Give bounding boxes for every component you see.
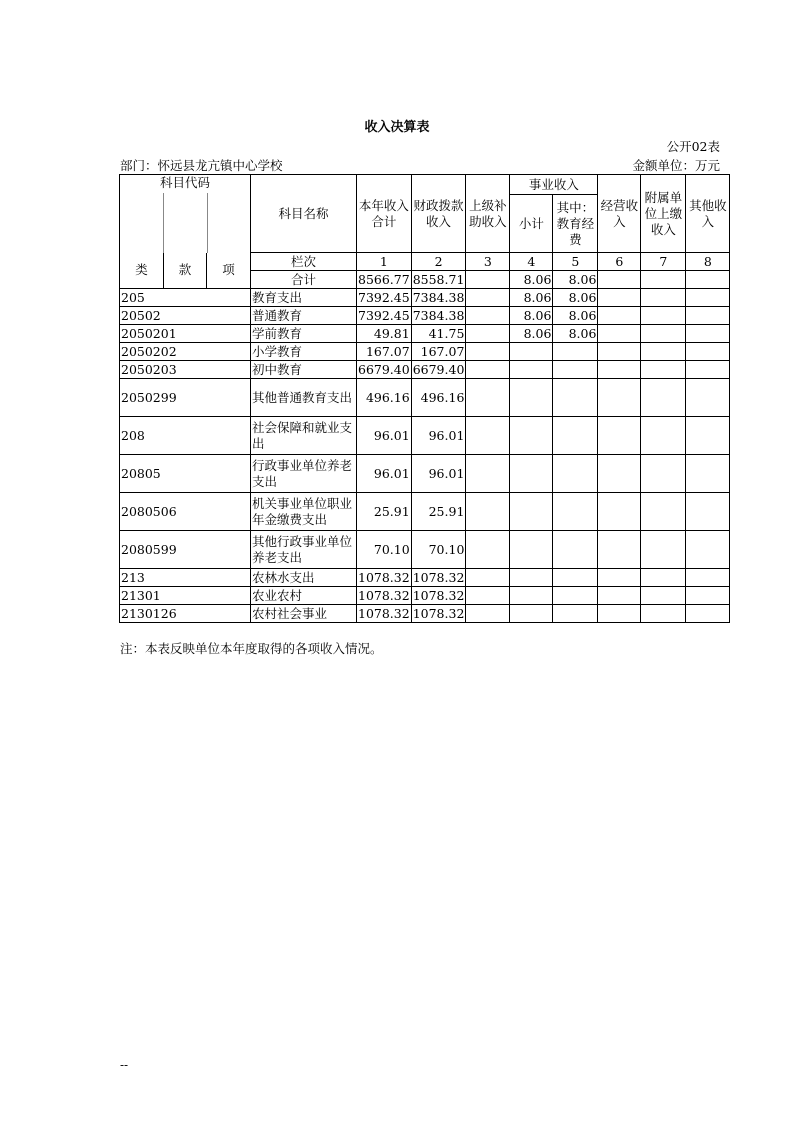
cell (510, 379, 553, 417)
cell: 96.01 (357, 417, 412, 455)
col-number: 3 (466, 253, 510, 271)
cell (553, 455, 598, 493)
cell: 8.06 (510, 289, 553, 307)
table-row (120, 289, 730, 307)
table-row (120, 493, 730, 531)
cell: 7384.38 (412, 307, 465, 323)
cell (553, 493, 598, 531)
cell (641, 417, 686, 455)
cell: 1078.32 (358, 587, 410, 603)
col3-header: 上级补助收入 (466, 175, 510, 253)
table-row (120, 455, 730, 493)
subject-code: 20805 (120, 455, 251, 493)
subject-name: 社会保障和就业支出 (251, 417, 357, 455)
cell (641, 307, 686, 325)
lanci-label: 栏次 (251, 253, 357, 271)
subject-code: 208 (120, 417, 251, 455)
cell (641, 531, 686, 569)
kuan-header: 款 (164, 253, 207, 289)
subject-code: 2130126 (120, 605, 251, 623)
col6-header: 经营收入 (598, 175, 641, 253)
name-header: 科目名称 (251, 175, 357, 253)
cell (598, 493, 641, 531)
table-row (120, 307, 730, 325)
cell (466, 379, 510, 417)
cell (553, 531, 598, 569)
cell (598, 531, 641, 569)
col5-header: 其中：教育经费 (553, 195, 598, 253)
cell (641, 605, 686, 623)
cell: 8.06 (510, 271, 553, 289)
subject-name: 普通教育 (251, 307, 357, 325)
cell (466, 493, 510, 531)
cell (466, 569, 510, 587)
career-group-header: 事业收入 (510, 175, 598, 195)
cell (686, 569, 730, 587)
cell: 41.75 (411, 325, 466, 343)
income-table (119, 174, 730, 623)
cell (510, 361, 553, 379)
cell (466, 343, 510, 361)
col7-header: 附属单位上缴收入 (641, 175, 686, 253)
cell (466, 455, 510, 493)
cell: 8566.77 (358, 271, 410, 287)
table-row (120, 417, 730, 455)
total-label: 合计 (251, 271, 357, 289)
cell (466, 289, 510, 307)
cell (686, 361, 730, 379)
col2-header: 财政拨款收入 (411, 175, 466, 253)
subject-code: 2050201 (120, 325, 251, 343)
cell (510, 605, 553, 623)
cell (686, 379, 730, 417)
table-row (120, 379, 730, 417)
cell: 25.91 (357, 493, 412, 531)
col-number: 5 (553, 253, 598, 271)
subject-code: 2080506 (120, 493, 251, 531)
code-group-header (120, 175, 251, 253)
cell: 167.07 (357, 343, 412, 361)
cell: 1078.32 (412, 587, 465, 603)
cell (466, 271, 510, 289)
subject-name: 学前教育 (251, 325, 357, 343)
cell (641, 379, 686, 417)
subject-code: 2050203 (120, 361, 251, 379)
subject-name: 其他行政事业单位养老支出 (251, 531, 357, 569)
cell (553, 361, 598, 379)
subject-name: 机关事业单位职业年金缴费支出 (251, 493, 357, 531)
cell (598, 361, 641, 379)
cell (553, 569, 598, 587)
cell (641, 569, 686, 587)
table-row (120, 531, 730, 569)
cell (686, 271, 730, 289)
col-number: 8 (686, 253, 730, 271)
department-label: 部门：怀远县龙亢镇中心学校 (120, 158, 283, 173)
cell (598, 587, 641, 605)
cell (686, 325, 730, 343)
cell: 25.91 (411, 493, 466, 531)
subject-name: 初中教育 (251, 361, 357, 379)
cell: 7392.45 (358, 307, 410, 323)
table-row (120, 605, 730, 623)
cell: 8558.71 (412, 271, 465, 287)
cell (553, 343, 598, 361)
cell (466, 531, 510, 569)
cell (598, 289, 641, 307)
cell (553, 605, 598, 623)
cell (553, 587, 598, 605)
subject-name: 农林水支出 (251, 569, 357, 587)
col-number: 4 (510, 253, 553, 271)
cell (466, 417, 510, 455)
page-title: 收入决算表 (364, 120, 430, 135)
subject-name: 农业农村 (251, 587, 357, 605)
table-note: 注：本表反映单位本年度取得的各项收入情况。 (120, 641, 383, 656)
cell: 8.06 (510, 307, 553, 325)
col-number: 7 (641, 253, 686, 271)
col-number: 2 (411, 253, 466, 271)
cell (598, 325, 641, 343)
cell (598, 379, 641, 417)
col-number: 1 (357, 253, 412, 271)
cell (510, 531, 553, 569)
subject-code: 2080599 (120, 531, 251, 569)
subject-name: 其他普通教育支出 (251, 379, 357, 417)
cell (686, 493, 730, 531)
cell (598, 455, 641, 493)
cell (466, 307, 510, 325)
cell (686, 605, 730, 623)
cell (466, 605, 510, 623)
divider (207, 193, 208, 253)
cell (510, 343, 553, 361)
cell: 6679.40 (412, 361, 465, 377)
cell: 8.06 (553, 325, 598, 343)
table-row (120, 587, 730, 605)
cell (641, 587, 686, 605)
cell: 96.01 (411, 417, 466, 455)
col1-header: 本年收入合计 (357, 175, 412, 253)
cell: 70.10 (411, 531, 466, 569)
cell: 1078.32 (358, 605, 410, 621)
subject-name: 小学教育 (251, 343, 357, 361)
cell (598, 605, 641, 623)
subject-code: 2050202 (120, 343, 251, 361)
cell: 1078.32 (412, 605, 465, 621)
cell (598, 569, 641, 587)
subject-name: 教育支出 (251, 289, 357, 307)
col8-header: 其他收入 (686, 175, 730, 253)
cell (510, 569, 553, 587)
cell: 1078.32 (412, 569, 465, 585)
cell (466, 361, 510, 379)
cell: 1078.32 (358, 569, 410, 585)
cell (598, 271, 641, 289)
col-number: 6 (598, 253, 641, 271)
cell (466, 587, 510, 605)
cell (641, 455, 686, 493)
cell (598, 343, 641, 361)
subject-code: 205 (120, 289, 251, 307)
table-row (120, 569, 730, 587)
cell (686, 455, 730, 493)
table-row (120, 343, 730, 361)
cell: 496.16 (411, 379, 466, 417)
cell: 8.06 (553, 271, 598, 289)
subject-code: 20502 (120, 307, 251, 325)
cell (510, 493, 553, 531)
code-group-label: 科目代码 (159, 175, 210, 190)
cell (641, 271, 686, 289)
cell (641, 289, 686, 307)
cell: 6679.40 (358, 361, 410, 377)
cell: 167.07 (411, 343, 466, 361)
cell (553, 379, 598, 417)
cell (641, 325, 686, 343)
subject-code: 21301 (120, 587, 251, 605)
cell: 8.06 (553, 289, 598, 307)
subject-code: 213 (120, 569, 251, 587)
cell: 96.01 (357, 455, 412, 493)
cell (686, 343, 730, 361)
amount-unit-label: 金额单位：万元 (632, 158, 720, 173)
cell (641, 343, 686, 361)
cell (466, 325, 510, 343)
cell (510, 587, 553, 605)
table-row (120, 325, 730, 343)
cell (641, 361, 686, 379)
cell (686, 417, 730, 455)
form-number: 公开02表 (666, 139, 720, 154)
lei-header: 类 (120, 253, 164, 289)
cell (686, 289, 730, 307)
table-row (120, 361, 730, 379)
subject-name: 行政事业单位养老支出 (251, 455, 357, 493)
cell: 70.10 (357, 531, 412, 569)
subject-name: 农村社会事业 (251, 605, 357, 623)
cell: 8.06 (510, 325, 553, 343)
cell (510, 455, 553, 493)
cell (686, 531, 730, 569)
cell (686, 307, 730, 325)
cell (598, 417, 641, 455)
cell: 96.01 (411, 455, 466, 493)
cell (553, 417, 598, 455)
cell: 7392.45 (358, 289, 410, 305)
cell: 496.16 (357, 379, 412, 417)
cell: 8.06 (553, 307, 598, 325)
page-footer: -- (120, 1058, 129, 1072)
cell: 49.81 (357, 325, 412, 343)
cell (598, 307, 641, 325)
cell (641, 493, 686, 531)
cell: 7384.38 (412, 289, 465, 305)
cell (686, 587, 730, 605)
divider (163, 193, 164, 253)
cell (510, 417, 553, 455)
col4-header: 小计 (510, 195, 553, 253)
xiang-header: 项 (207, 253, 251, 289)
subject-code: 2050299 (120, 379, 251, 417)
